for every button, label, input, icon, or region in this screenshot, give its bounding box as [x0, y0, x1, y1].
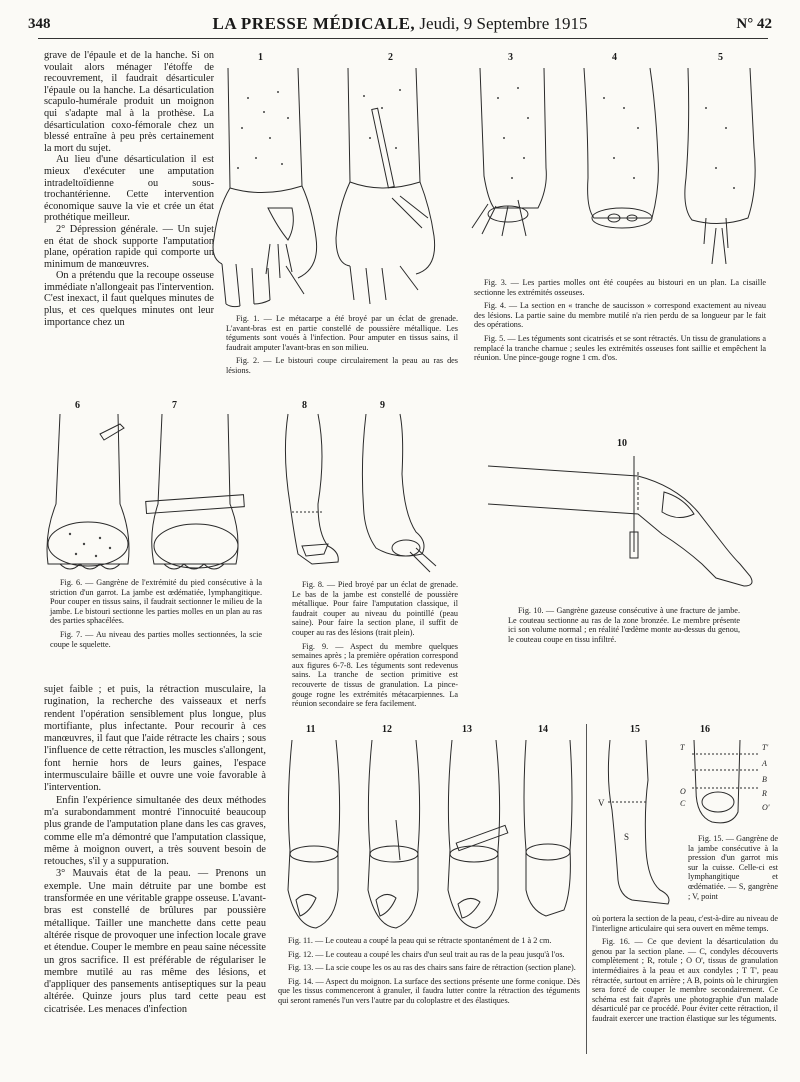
- figure-5-stump-gouge-illustration: [676, 68, 766, 268]
- paragraph: grave de l'épaule et de la hanche. Si on voulait alors ménager l'étoffe de recouvrement, il faudrait désarticuler l'épaule ou la hanche. La désarticulation scapulo-humérale produit un moignon qui s'adapte mal à la prothèse. La désarticulation coxo-fémorale chez un blessé entraîne à peu près certainement la mort du sujet.: [44, 50, 214, 154]
- figure-16-knee-disarticulation-diagram: [676, 740, 776, 840]
- figure-11-limb-stump-illustration: [276, 740, 352, 930]
- figure-number: 3: [508, 52, 513, 63]
- caption-paragraph: Fig. 5. — Les téguments sont cicatrisés et se sont rétractés. Un tissu de granulations a remplacé la tranche charnue ; seules les extrémités osseuses font saillie et empêchent la réunion. Une pince-gouge rogne 1 cm. d'os.: [474, 333, 766, 363]
- caption-paragraph: Fig. 9. — Aspect du membre quelques semaines après ; la première opération correspond aux figures 6-7-8. Les téguments sont redevenus sains. La tranche de section primitive est recouverte de tissus de granulation. La pince-gouge rogne les extrémités métacarpiennes. La réunion secondaire se fera facilement.: [292, 641, 458, 709]
- caption-fig-8-9: [292, 580, 458, 713]
- caption-paragraph: Fig. 1. — Le métacarpe a été broyé par un éclat de grenade. L'avant-bras est en partie constellé de poussière métallique. Les téguments sont voués à l'infection. Pour amputer en tissus sains, il faudrait amputer l'avant-bras en son milieu.: [226, 314, 458, 352]
- page-header: [20, 14, 780, 36]
- figure-12-limb-knife-illustration: [356, 740, 432, 930]
- caption-paragraph: Fig. 7. — Au niveau des parties molles sectionnées, la scie coupe le squelette.: [50, 629, 262, 649]
- figure-number: 4: [612, 52, 617, 63]
- header-rule: [38, 38, 768, 39]
- figure-number: 9: [380, 400, 385, 411]
- paragraph: sujet faible ; et puis, la rétraction musculaire, la rugination, la recherche des vaisseaux et nerfs rendent l'opération sensiblement plus longue, plus mortifiante, plus infectante. Pour recourir à ces manœuvres, il faut que l'aide rétracte les chairs ; sous l'influence de cette rétraction, les muscles s'allongent, font hernie hors de leurs gaines, l'espace intermusculaire bâille et ouvre une voie favorable à l'intervention.: [44, 684, 266, 794]
- caption-paragraph: Fig. 15. — Gangrène de la jambe consécutive à la pression d'un garrot mis sur la cuisse. Celle-ci est lymphangitique et œdématiée. — S, gangrène ; V, point: [688, 834, 778, 901]
- label-a: A: [762, 759, 767, 768]
- caption-fig-6-7: [50, 578, 262, 653]
- caption-fig-3-5: [474, 278, 766, 367]
- figure-number: 7: [172, 400, 177, 411]
- journal-name: LA PRESSE MÉDICALE,: [212, 14, 416, 33]
- figure-number: 8: [302, 400, 307, 411]
- column-divider: [586, 724, 587, 1054]
- label-b: B: [762, 775, 767, 784]
- caption-paragraph: Fig. 8. — Pied broyé par un éclat de grenade. Le bas de la jambe est constellé de poussière métallique. Pour faire l'amputation classique, il faudrait couper au niveau du pointillé (peau saine). Pour faire la section plane, il suffit de couper au ras des lésions (trait plein).: [292, 580, 458, 637]
- paragraph: 3° Mauvais état de la peau. — Prenons un exemple. Une main détruite par une bombe est transformée en une véritable grappe osseuse. L'avant-bras est constellé de brûlures par poussière métallique. Tailler une manchette dans cette peau altérée risque de provoquer une infection locale grave et étendue. Couper le membre en peau saine nécessite un gros sacrifice. Il est préférable de régulariser le membre mutilé au ras même des lésions, et d'appliquer des pansements antiseptiques sur la peau altérée. Quinze jours plus tard cette peau est cicatrisée. Les menaces d'infection: [44, 868, 266, 1015]
- paragraph: Enfin l'expérience simultanée des deux méthodes m'a surabondamment montré l'innocuité beaucoup plus grande de l'amputation plane dans les cas graves, comme elle m'a démontré que l'amputation classique, même à moignon ouvert, a très souvent besoin de retouches, s'il y a suppuration.: [44, 794, 266, 868]
- label-o: O: [680, 787, 686, 796]
- figure-13-limb-saw-illustration: [436, 740, 516, 930]
- figure-1-hand-illustration: [208, 68, 328, 308]
- paragraph: 2° Dépression générale. — Un sujet en état de shock supporte l'amputation plane, opération rapide qui comporte un minimum de manœuvres.: [44, 223, 214, 270]
- column-left-top: [44, 50, 214, 328]
- figure-6-foot-scalpel-illustration: [40, 414, 136, 574]
- caption-paragraph: Fig. 6. — Gangrène de l'extrémité du pied consécutive à la striction d'un garrot. La jambe est œdématiée, lymphangitique. Pour couper en tissus sains, il faudrait sectionner le milieu de la jambe. Le bistouri sectionne les parties molles en un plan au ras des parties sphacélées.: [50, 578, 262, 626]
- figure-number: 15: [630, 724, 640, 735]
- figure-number: 13: [462, 724, 472, 735]
- figure-number: 2: [388, 52, 393, 63]
- figure-number: 14: [538, 724, 548, 735]
- figure-2-hand-scalpel-illustration: [330, 68, 440, 308]
- figure-7-foot-saw-illustration: [146, 414, 246, 574]
- figure-9-leg-gouge-illustration: [346, 414, 442, 574]
- issue-number: N° 42: [736, 16, 772, 32]
- figure-3-forearm-shears-illustration: [468, 68, 563, 238]
- caption-paragraph: Fig. 12. — Le couteau a coupé les chairs d'un seul trait au ras de la peau jusqu'à l'os.: [288, 949, 565, 959]
- label-o-prime: O': [762, 803, 770, 812]
- caption-fig-10: [508, 606, 740, 648]
- caption-paragraph: Fig. 2. — Le bistouri coupe circulairement la peau au ras des lésions.: [226, 356, 458, 375]
- label-r: R: [762, 789, 767, 798]
- figure-number: 12: [382, 724, 392, 735]
- caption-fig-15-16: [592, 914, 778, 1028]
- figure-number: 10: [617, 438, 627, 449]
- label-v: V: [598, 798, 605, 808]
- figure-8-leg-illustration: [278, 414, 348, 574]
- caption-paragraph: Fig. 3. — Les parties molles ont été coupées au bistouri en un plan. La cisaille sectionne les extrémités osseuses.: [474, 278, 766, 297]
- label-t: T: [680, 743, 685, 752]
- figure-number: 1: [258, 52, 263, 63]
- label-t-prime: T': [762, 743, 769, 752]
- caption-paragraph: Fig. 13. — La scie coupe les os au ras des chairs sans faire de rétraction (section plane).: [288, 963, 576, 973]
- caption-fig-11-14: [278, 936, 580, 1010]
- page-number: 348: [28, 16, 51, 32]
- figure-14-stump-aspect-illustration: [514, 740, 584, 930]
- caption-fig-15-side: [688, 834, 778, 905]
- figure-number: 6: [75, 400, 80, 411]
- figure-10-leg-knife-illustration: [488, 452, 768, 602]
- caption-paragraph: Fig. 11. — Le couteau a coupé la peau qui se rétracte spontanément de 1 à 2 cm.: [288, 936, 552, 945]
- figure-4-forearm-section-illustration: [574, 68, 669, 238]
- caption-paragraph: Fig. 14. — Aspect du moignon. La surface des sections présente une forme conique. Dès que les tissus commenceront à granuler, il faudra lutter contre la rétraction des téguments qui seront ramenés l'un vers l'autre par du coloplastre et des élastiques.: [278, 976, 580, 1005]
- label-s: S: [624, 832, 630, 842]
- caption-paragraph: Fig. 16. — Ce que devient la désarticulation du genou par la section plane. — C, condyles découverts complètement ; R, rotule ; O O', tissus de granulation intermédiaires à la peau et aux condyles ; T T', peau rétractée, surtout en arrière ; A B, points où le chirurgien sera forcé de couper le membre secondairement. Ce schéma est fait d'après une photographie d'un malade désarticulé par ce procédé. Pour éviter cette rétraction, il faudrait exercer une traction élastique sur les téguments.: [592, 937, 778, 1023]
- figure-number: 16: [700, 724, 710, 735]
- caption-paragraph: Fig. 10. — Gangrène gazeuse consécutive à une fracture de jambe. Le couteau sectionne au ras de la zone bronzée. Le membre présente ici son volume normal ; en réalité l'œdème monte au-dessus du genou, le couteau coupe en tissu infiltré.: [508, 606, 740, 644]
- paragraph: On a prétendu que la recoupe osseuse immédiate n'allongeait pas l'intervention. C'est inexact, il faut quelques minutes de plus, et ces quelques minutes ont leur importance chez un: [44, 270, 214, 328]
- figure-15-leg-gangrene-illustration: [598, 740, 678, 910]
- figure-number: 11: [306, 724, 316, 735]
- figure-number: 5: [718, 52, 723, 63]
- caption-fig-1-2: [226, 314, 458, 380]
- paragraph: Au lieu d'une désarticulation il est mieux d'exécuter une amputation intradeltoïdienne ou sous-trochantérienne. Cette intervention économique sauve la vie et crée un état prothétique meilleur.: [44, 154, 214, 224]
- label-c: C: [680, 799, 686, 808]
- column-left-bottom: [44, 684, 266, 1016]
- caption-paragraph: Fig. 4. — La section en « tranche de saucisson » correspond exactement au niveau des lésions. La partie saine du membre mutilé n'a rien perdu de sa longueur par le fait des opérations.: [474, 301, 766, 330]
- caption-paragraph: où portera la section de la peau, c'est-à-dire au niveau de l'interligne articulaire qui sera ouvert en même temps.: [592, 914, 778, 933]
- journal-title: [20, 14, 780, 34]
- issue-date: Jeudi, 9 Septembre 1915: [415, 14, 588, 33]
